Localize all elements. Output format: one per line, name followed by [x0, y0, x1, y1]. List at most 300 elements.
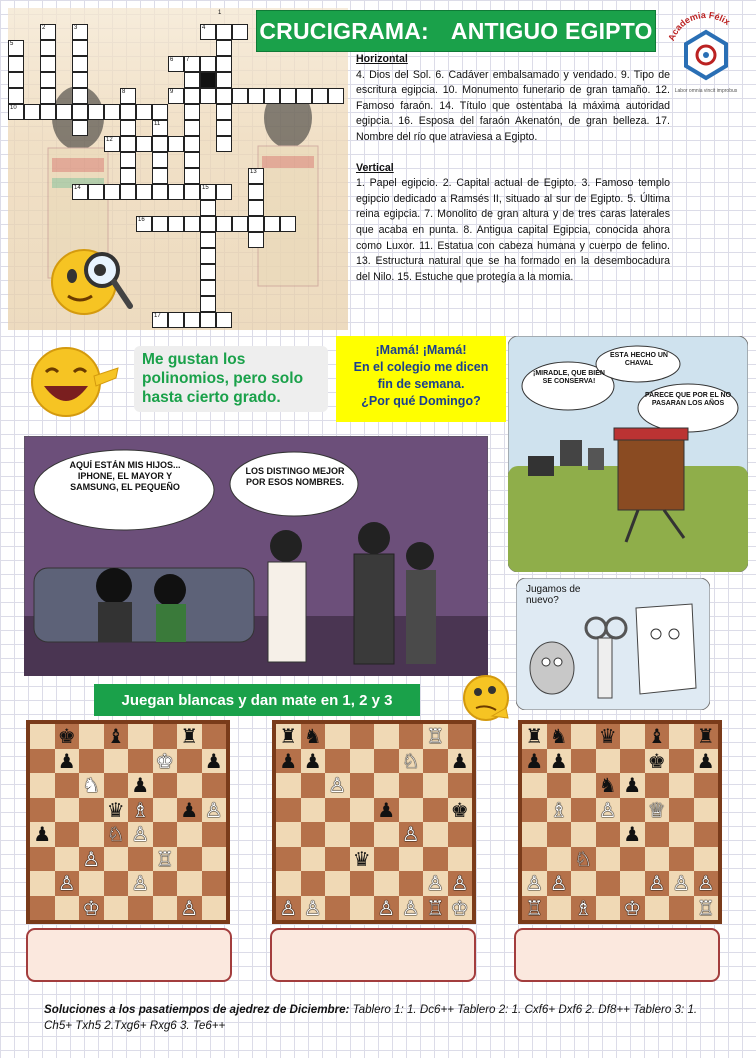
chess-piece[interactable]: ♙: [82, 846, 101, 871]
crossword-cell[interactable]: [104, 184, 120, 200]
crossword-number: 11: [154, 121, 161, 127]
crossword-number: 4: [202, 25, 206, 31]
chess-square[interactable]: [571, 871, 596, 896]
chess-square[interactable]: [276, 871, 301, 896]
chess-square[interactable]: [325, 847, 350, 872]
crossword-number: 13: [250, 169, 257, 175]
chess-square[interactable]: [55, 847, 80, 872]
crossword-cell[interactable]: [184, 216, 200, 232]
chess-square[interactable]: [55, 822, 80, 847]
chess-square[interactable]: [128, 749, 153, 774]
crossword-cell[interactable]: [184, 120, 200, 136]
crossword-cell[interactable]: [72, 104, 88, 120]
chess-square[interactable]: [399, 798, 424, 823]
chess-square[interactable]: [399, 773, 424, 798]
crossword-cell[interactable]: [200, 88, 216, 104]
crossword-cell[interactable]: [168, 312, 184, 328]
chess-square[interactable]: [177, 822, 202, 847]
chess-square[interactable]: [374, 847, 399, 872]
chess-square[interactable]: [645, 822, 670, 847]
chess-piece[interactable]: ♝: [647, 724, 666, 748]
crossword-cell[interactable]: [8, 88, 24, 104]
chess-square[interactable]: [669, 798, 694, 823]
chess-piece[interactable]: ♟: [57, 748, 76, 773]
crossword-cell[interactable]: [216, 56, 232, 72]
chess-square[interactable]: [571, 773, 596, 798]
crossword-cell[interactable]: [72, 56, 88, 72]
crossword-cell[interactable]: [120, 120, 136, 136]
chess-square[interactable]: [596, 896, 621, 921]
chess-square[interactable]: [374, 822, 399, 847]
chess-piece[interactable]: ♙: [131, 822, 150, 846]
crossword-cell[interactable]: [248, 216, 264, 232]
crossword-cell[interactable]: [232, 88, 248, 104]
crossword-number: 10: [10, 105, 17, 111]
chess-square[interactable]: [669, 822, 694, 847]
chess-piece[interactable]: ♛: [352, 846, 371, 871]
crossword-cell[interactable]: [200, 296, 216, 312]
crossword-cell[interactable]: [280, 88, 296, 104]
chess-square[interactable]: [350, 724, 375, 749]
chess-square[interactable]: [669, 847, 694, 872]
crossword-cell[interactable]: [200, 312, 216, 328]
crossword-cell[interactable]: [40, 56, 56, 72]
chess-piece[interactable]: ♟: [180, 797, 199, 822]
chess-square[interactable]: [153, 724, 178, 749]
crossword-cell[interactable]: [8, 72, 24, 88]
chess-square[interactable]: [399, 724, 424, 749]
chess-square[interactable]: [571, 822, 596, 847]
crossword-cell[interactable]: [200, 200, 216, 216]
chess-square[interactable]: [104, 847, 129, 872]
crossword-cell[interactable]: [120, 184, 136, 200]
magnifier-emoji-icon: [44, 236, 136, 322]
crossword-cell[interactable]: [56, 104, 72, 120]
answer-box-2[interactable]: [270, 928, 476, 982]
chess-square[interactable]: [620, 724, 645, 749]
chess-square[interactable]: [55, 896, 80, 921]
chess-square[interactable]: [202, 896, 227, 921]
chess-square[interactable]: [669, 724, 694, 749]
crossword-cell[interactable]: [200, 248, 216, 264]
chess-square[interactable]: [202, 822, 227, 847]
crossword-cell[interactable]: [248, 184, 264, 200]
chess-square[interactable]: [374, 749, 399, 774]
crossword-cell[interactable]: [120, 104, 136, 120]
chess-piece[interactable]: ♚: [57, 724, 76, 748]
chess-square[interactable]: [350, 798, 375, 823]
chess-square[interactable]: [202, 724, 227, 749]
chess-piece[interactable]: ♟: [377, 797, 396, 822]
chess-square[interactable]: [177, 871, 202, 896]
chess-piece[interactable]: ♟: [450, 748, 469, 773]
chess-piece[interactable]: ♚: [155, 748, 174, 773]
chess-square[interactable]: [596, 749, 621, 774]
crossword-cell[interactable]: [136, 104, 152, 120]
crossword-cell[interactable]: [280, 216, 296, 232]
chess-piece[interactable]: ♝: [106, 724, 125, 748]
crossword-cell[interactable]: [152, 136, 168, 152]
chess-piece[interactable]: ♜: [279, 724, 298, 748]
books-comic: [508, 336, 748, 572]
chess-square[interactable]: [547, 822, 572, 847]
chess-square[interactable]: [350, 822, 375, 847]
crossword-cell[interactable]: [200, 56, 216, 72]
crossword-cell[interactable]: [72, 120, 88, 136]
chess-piece[interactable]: ♟: [623, 773, 642, 797]
chess-square[interactable]: [596, 871, 621, 896]
crossword-cell[interactable]: [264, 216, 280, 232]
chess-square[interactable]: [325, 749, 350, 774]
crossword-number: 12: [106, 137, 113, 143]
chess-square[interactable]: [547, 896, 572, 921]
chess-square[interactable]: [325, 896, 350, 921]
crossword-cell[interactable]: [216, 104, 232, 120]
chess-square[interactable]: [694, 798, 719, 823]
crossword-cell[interactable]: [216, 136, 232, 152]
crossword-number: 9: [170, 89, 174, 95]
crossword-cell[interactable]: [72, 72, 88, 88]
chess-piece[interactable]: ♙: [426, 871, 445, 895]
crossword-cell[interactable]: [296, 88, 312, 104]
chess-square[interactable]: [620, 749, 645, 774]
crossword-cell[interactable]: [200, 264, 216, 280]
chess-square[interactable]: [669, 749, 694, 774]
crossword-cell[interactable]: [120, 136, 136, 152]
chess-square[interactable]: [522, 847, 547, 872]
joke-line: fin de semana.: [377, 377, 465, 391]
crossword-cell[interactable]: [120, 152, 136, 168]
chess-square[interactable]: [571, 749, 596, 774]
chess-piece[interactable]: ♜: [180, 724, 199, 748]
chess-piece[interactable]: ♘: [401, 748, 420, 773]
chess-square[interactable]: [645, 896, 670, 921]
chess-square[interactable]: [374, 724, 399, 749]
chess-piece[interactable]: ♙: [131, 871, 150, 895]
polynomial-joke: Me gustan los polinomios, pero solo hasta cierto grado.: [134, 346, 328, 412]
chess-piece[interactable]: ♚: [450, 797, 469, 822]
chess-piece[interactable]: ♔: [623, 895, 642, 920]
chess-square[interactable]: [374, 871, 399, 896]
chess-piece[interactable]: ♗: [574, 895, 593, 920]
joke-line: ¿Por qué Domingo?: [361, 394, 481, 408]
chess-square[interactable]: [301, 773, 326, 798]
chess-piece[interactable]: ♙: [525, 871, 544, 895]
crossword-cell[interactable]: [152, 104, 168, 120]
chess-square[interactable]: [276, 847, 301, 872]
crossword-number: 3: [74, 25, 78, 31]
chess-piece[interactable]: ♖: [426, 724, 445, 748]
chess-square[interactable]: [620, 871, 645, 896]
crossword-number: 2: [42, 25, 46, 31]
chess-square[interactable]: [177, 773, 202, 798]
chess-square[interactable]: [547, 847, 572, 872]
crossword-cell[interactable]: [328, 88, 344, 104]
chess-square[interactable]: [325, 724, 350, 749]
chess-piece[interactable]: ♞: [303, 724, 322, 748]
chess-piece[interactable]: ♘: [574, 846, 593, 871]
chess-piece[interactable]: ♞: [549, 724, 568, 748]
chess-square[interactable]: [694, 822, 719, 847]
chess-square[interactable]: [669, 896, 694, 921]
crossword-cell[interactable]: [88, 184, 104, 200]
chess-square[interactable]: [79, 798, 104, 823]
crossword-cell[interactable]: [72, 40, 88, 56]
chess-square[interactable]: [153, 773, 178, 798]
chess-piece[interactable]: ♖: [525, 895, 544, 920]
chess-square[interactable]: [571, 724, 596, 749]
chess-piece[interactable]: ♙: [57, 871, 76, 895]
chess-square[interactable]: [547, 773, 572, 798]
crossword-cell[interactable]: [232, 216, 248, 232]
crossword-cell[interactable]: [248, 232, 264, 248]
chess-square[interactable]: [30, 724, 55, 749]
chess-square[interactable]: [645, 847, 670, 872]
chess-square[interactable]: [399, 847, 424, 872]
chess-square[interactable]: [104, 896, 129, 921]
chess-square[interactable]: [104, 773, 129, 798]
chess-piece[interactable]: ♟: [279, 748, 298, 773]
chess-square[interactable]: [522, 798, 547, 823]
crossword-number: 8: [122, 89, 126, 95]
chess-square[interactable]: [620, 798, 645, 823]
chess-piece[interactable]: ♛: [598, 724, 617, 748]
chess-piece[interactable]: ♙: [450, 871, 469, 895]
crossword-cell[interactable]: [216, 312, 232, 328]
chess-square[interactable]: [55, 773, 80, 798]
answer-box-3[interactable]: [514, 928, 720, 982]
chess-square[interactable]: [79, 749, 104, 774]
chess-square[interactable]: [153, 822, 178, 847]
crossword-cell[interactable]: [216, 184, 232, 200]
chess-piece[interactable]: ♔: [82, 895, 101, 920]
crossword-cell[interactable]: [152, 184, 168, 200]
crossword-number: 14: [74, 185, 81, 191]
chess-square[interactable]: [30, 798, 55, 823]
chess-square[interactable]: [104, 749, 129, 774]
chess-square[interactable]: [153, 798, 178, 823]
chess-square[interactable]: [522, 773, 547, 798]
chess-square[interactable]: [55, 798, 80, 823]
chess-square[interactable]: [30, 847, 55, 872]
crossword-cell[interactable]: [72, 88, 88, 104]
chess-piece[interactable]: ♞: [82, 773, 101, 797]
crossword-cell[interactable]: [184, 136, 200, 152]
chess-square[interactable]: [301, 798, 326, 823]
chess-square[interactable]: [522, 822, 547, 847]
chess-piece[interactable]: ♟: [696, 748, 715, 773]
chess-square[interactable]: [694, 773, 719, 798]
chess-piece[interactable]: ♜: [525, 724, 544, 748]
chess-piece[interactable]: ♟: [33, 822, 52, 846]
chess-piece[interactable]: ♟: [131, 773, 150, 797]
chess-piece[interactable]: ♔: [450, 895, 469, 920]
crossword-cell[interactable]: [104, 104, 120, 120]
chess-square[interactable]: [423, 847, 448, 872]
chess-piece[interactable]: ♙: [303, 895, 322, 920]
chess-piece[interactable]: ♙: [279, 895, 298, 920]
chess-square[interactable]: [669, 773, 694, 798]
chess-piece[interactable]: ♙: [549, 871, 568, 895]
chess-piece[interactable]: ♚: [647, 748, 666, 773]
chess-square[interactable]: [448, 847, 473, 872]
chess-square[interactable]: [128, 847, 153, 872]
answer-box-1[interactable]: [26, 928, 232, 982]
crossword-cell[interactable]: [312, 88, 328, 104]
chess-square[interactable]: [30, 896, 55, 921]
crossword-cell[interactable]: [216, 40, 232, 56]
chess-piece[interactable]: ♜: [696, 724, 715, 748]
crossword-cell[interactable]: [184, 72, 200, 88]
chess-square[interactable]: [448, 773, 473, 798]
crossword-cell[interactable]: [88, 104, 104, 120]
chess-square[interactable]: [177, 847, 202, 872]
chess-square[interactable]: [301, 871, 326, 896]
crossword-cell[interactable]: [200, 232, 216, 248]
crossword-cell[interactable]: [248, 200, 264, 216]
books-bubble-2: ESTÁ HECHO UN CHAVAL: [610, 352, 668, 367]
chess-square[interactable]: [202, 871, 227, 896]
chess-square[interactable]: [325, 871, 350, 896]
chess-square[interactable]: [350, 773, 375, 798]
crossword-cell[interactable]: [184, 104, 200, 120]
crossword-cell[interactable]: [136, 184, 152, 200]
chess-board-1: [26, 720, 230, 924]
chess-square[interactable]: [448, 724, 473, 749]
crossword-cell[interactable]: [200, 72, 216, 88]
chess-piece[interactable]: ♙: [377, 895, 396, 920]
chess-square[interactable]: [153, 871, 178, 896]
chess-square[interactable]: [350, 896, 375, 921]
chess-square[interactable]: [128, 896, 153, 921]
chess-piece[interactable]: ♙: [328, 773, 347, 797]
chess-piece[interactable]: ♟: [623, 822, 642, 846]
crossword-cell[interactable]: [216, 72, 232, 88]
chess-square[interactable]: [276, 773, 301, 798]
chess-square[interactable]: [571, 798, 596, 823]
crossword-cell[interactable]: [216, 120, 232, 136]
chess-piece[interactable]: ♟: [549, 748, 568, 773]
chess-square[interactable]: [423, 798, 448, 823]
crossword-cell[interactable]: [184, 152, 200, 168]
crossword-cell[interactable]: [168, 184, 184, 200]
chess-piece[interactable]: ♕: [647, 797, 666, 822]
crossword-number: 15: [202, 185, 209, 191]
crossword-cell[interactable]: [248, 88, 264, 104]
crossword-cell[interactable]: [216, 216, 232, 232]
crossword-cell[interactable]: [200, 280, 216, 296]
chess-square[interactable]: [79, 822, 104, 847]
chess-piece[interactable]: ♟: [303, 748, 322, 773]
crossword-cell[interactable]: [184, 88, 200, 104]
chess-square[interactable]: [596, 847, 621, 872]
chess-square[interactable]: [79, 724, 104, 749]
crossword-cell[interactable]: [152, 216, 168, 232]
chess-square[interactable]: [350, 749, 375, 774]
chess-piece[interactable]: ♗: [131, 797, 150, 822]
crossword-cell[interactable]: [184, 312, 200, 328]
crossword-cell[interactable]: [168, 216, 184, 232]
chess-piece[interactable]: ♙: [401, 895, 420, 920]
chess-square[interactable]: [620, 847, 645, 872]
crossword-cell[interactable]: [40, 104, 56, 120]
chess-piece[interactable]: ♙: [696, 871, 715, 895]
crossword-cell[interactable]: [216, 24, 232, 40]
chess-square[interactable]: [30, 773, 55, 798]
crossword-cell[interactable]: [152, 152, 168, 168]
chess-piece[interactable]: ♗: [549, 797, 568, 822]
chess-square[interactable]: [301, 822, 326, 847]
chess-piece[interactable]: ♙: [647, 871, 666, 895]
crossword-cell[interactable]: [184, 184, 200, 200]
chess-piece[interactable]: ♟: [525, 748, 544, 773]
chess-piece[interactable]: ♘: [106, 822, 125, 846]
chess-piece[interactable]: ♙: [204, 797, 223, 822]
crossword-cell[interactable]: [232, 24, 248, 40]
chess-square[interactable]: [423, 773, 448, 798]
chess-square[interactable]: [30, 871, 55, 896]
crossword-cell[interactable]: [264, 88, 280, 104]
crossword-cell[interactable]: [136, 136, 152, 152]
chess-square[interactable]: [276, 822, 301, 847]
chess-square[interactable]: [301, 847, 326, 872]
chess-square[interactable]: [694, 847, 719, 872]
crossword-cell[interactable]: [152, 168, 168, 184]
chess-piece[interactable]: ♖: [155, 846, 174, 871]
chess-square[interactable]: [423, 822, 448, 847]
chess-piece[interactable]: ♖: [696, 895, 715, 920]
chess-piece[interactable]: ♙: [598, 797, 617, 822]
chess-piece[interactable]: ♟: [204, 748, 223, 773]
chess-square[interactable]: [350, 871, 375, 896]
chess-piece[interactable]: ♞: [598, 773, 617, 797]
chess-square[interactable]: [596, 822, 621, 847]
chess-square[interactable]: [177, 749, 202, 774]
chess-square[interactable]: [30, 749, 55, 774]
chess-square[interactable]: [79, 871, 104, 896]
chess-square[interactable]: [104, 871, 129, 896]
chess-piece[interactable]: ♖: [426, 895, 445, 920]
crossword-cell[interactable]: [8, 56, 24, 72]
crossword-cell[interactable]: [168, 136, 184, 152]
chess-square[interactable]: [202, 847, 227, 872]
chess-square[interactable]: [423, 749, 448, 774]
crossword-cell[interactable]: [40, 40, 56, 56]
chess-piece[interactable]: ♙: [180, 895, 199, 920]
crossword-cell[interactable]: [120, 168, 136, 184]
chess-square[interactable]: [399, 871, 424, 896]
crossword-cell[interactable]: [184, 168, 200, 184]
crossword-cell[interactable]: [40, 72, 56, 88]
chess-square[interactable]: [448, 822, 473, 847]
chess-square[interactable]: [645, 773, 670, 798]
chess-square[interactable]: [276, 798, 301, 823]
chess-piece[interactable]: ♛: [106, 797, 125, 822]
crossword-cell[interactable]: [200, 216, 216, 232]
chess-square[interactable]: [153, 896, 178, 921]
chess-square[interactable]: [374, 773, 399, 798]
chess-square[interactable]: [325, 798, 350, 823]
crossword-cell[interactable]: [40, 88, 56, 104]
chess-piece[interactable]: ♙: [672, 871, 691, 895]
chess-piece[interactable]: ♙: [401, 822, 420, 846]
crossword-cell[interactable]: [216, 88, 232, 104]
paper-bubble: Jugamos de nuevo?: [526, 584, 581, 606]
chess-square[interactable]: [202, 773, 227, 798]
chess-square[interactable]: [128, 724, 153, 749]
crossword-cell[interactable]: [24, 104, 40, 120]
chess-square[interactable]: [325, 822, 350, 847]
